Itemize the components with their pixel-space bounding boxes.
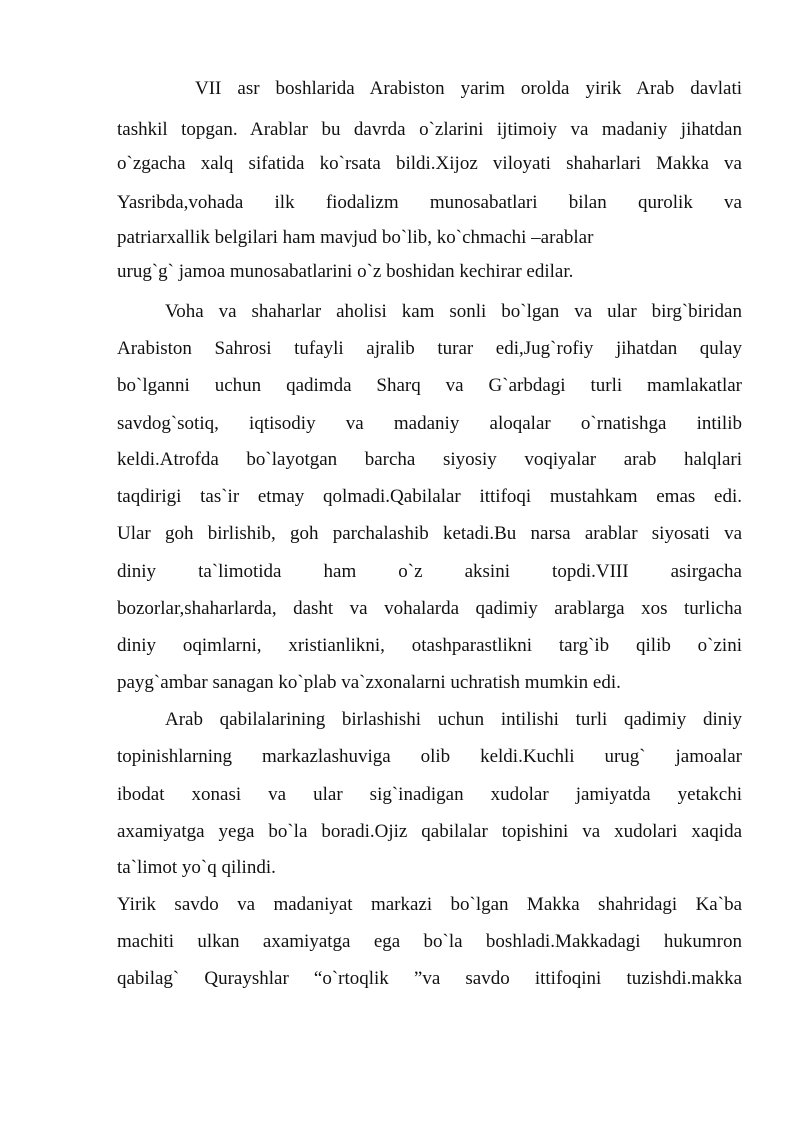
text-line: diniy ta`limotida ham o`z aksini topdi.VIII asirgacha <box>117 561 742 582</box>
text-line: patriarxallik belgilari ham mavjud bo`lib, ko`chmachi –arablar <box>117 227 594 248</box>
text-line: Voha va shaharlar aholisi kam sonli bo`lgan va ular birg`biridan <box>165 301 742 322</box>
text-line: Yasribda,vohada ilk fiodalizm munosabatlari bilan qurolik va <box>117 192 742 213</box>
text-line: o`zgacha xalq sifatida ko`rsata bildi.Xijoz viloyati shaharlari Makka va <box>117 153 742 174</box>
text-line: tashkil topgan. Arablar bu davrda o`zlarini ijtimoiy va madaniy jihatdan <box>117 119 742 140</box>
text-line: urug`g` jamoa munosabatlarini o`z boshidan kechirar edilar. <box>117 261 574 282</box>
text-line: Yirik savdo va madaniyat markazi bo`lgan Makka shahridagi Ka`ba <box>117 894 742 915</box>
text-line: qabilag` Qurayshlar “o`rtoqlik ”va savdo ittifoqini tuzishdi.makka <box>117 968 742 989</box>
text-line: bozorlar,shaharlarda, dasht va vohalarda qadimiy arablarga xos turlicha <box>117 598 742 619</box>
text-line: topinishlarning markazlashuviga olib keldi.Kuchli urug` jamoalar <box>117 746 742 767</box>
text-line: machiti ulkan axamiyatga ega bo`la boshladi.Makkadagi hukumron <box>117 931 742 952</box>
text-line: VII asr boshlarida Arabiston yarim orolda yirik Arab davlati <box>195 78 742 99</box>
text-line: payg`ambar sanagan ko`plab va`zxonalarni uchratish mumkin edi. <box>117 672 621 693</box>
text-line: taqdirigi tas`ir etmay qolmadi.Qabilalar ittifoqi mustahkam emas edi. <box>117 486 742 507</box>
text-line: ta`limot yo`q qilindi. <box>117 857 276 878</box>
text-line: diniy oqimlarni, xristianlikni, otashparastlikni targ`ib qilib o`zini <box>117 635 742 656</box>
text-line: axamiyatga yega bo`la boradi.Ojiz qabilalar topishini va xudolari xaqida <box>117 821 742 842</box>
text-line: savdog`sotiq, iqtisodiy va madaniy aloqalar o`rnatishga intilib <box>117 413 742 434</box>
text-line: Ular goh birlishib, goh parchalashib ketadi.Bu narsa arablar siyosati va <box>117 523 742 544</box>
text-line: ibodat xonasi va ular sig`inadigan xudolar jamiyatda yetakchi <box>117 784 742 805</box>
text-line: keldi.Atrofda bo`layotgan barcha siyosiy voqiyalar arab halqlari <box>117 449 742 470</box>
text-line: Arabiston Sahrosi tufayli ajralib turar edi,Jug`rofiy jihatdan qulay <box>117 338 742 359</box>
text-line: bo`lganni uchun qadimda Sharq va G`arbdagi turli mamlakatlar <box>117 375 742 396</box>
text-line: Arab qabilalarining birlashishi uchun intilishi turli qadimiy diniy <box>165 709 742 730</box>
